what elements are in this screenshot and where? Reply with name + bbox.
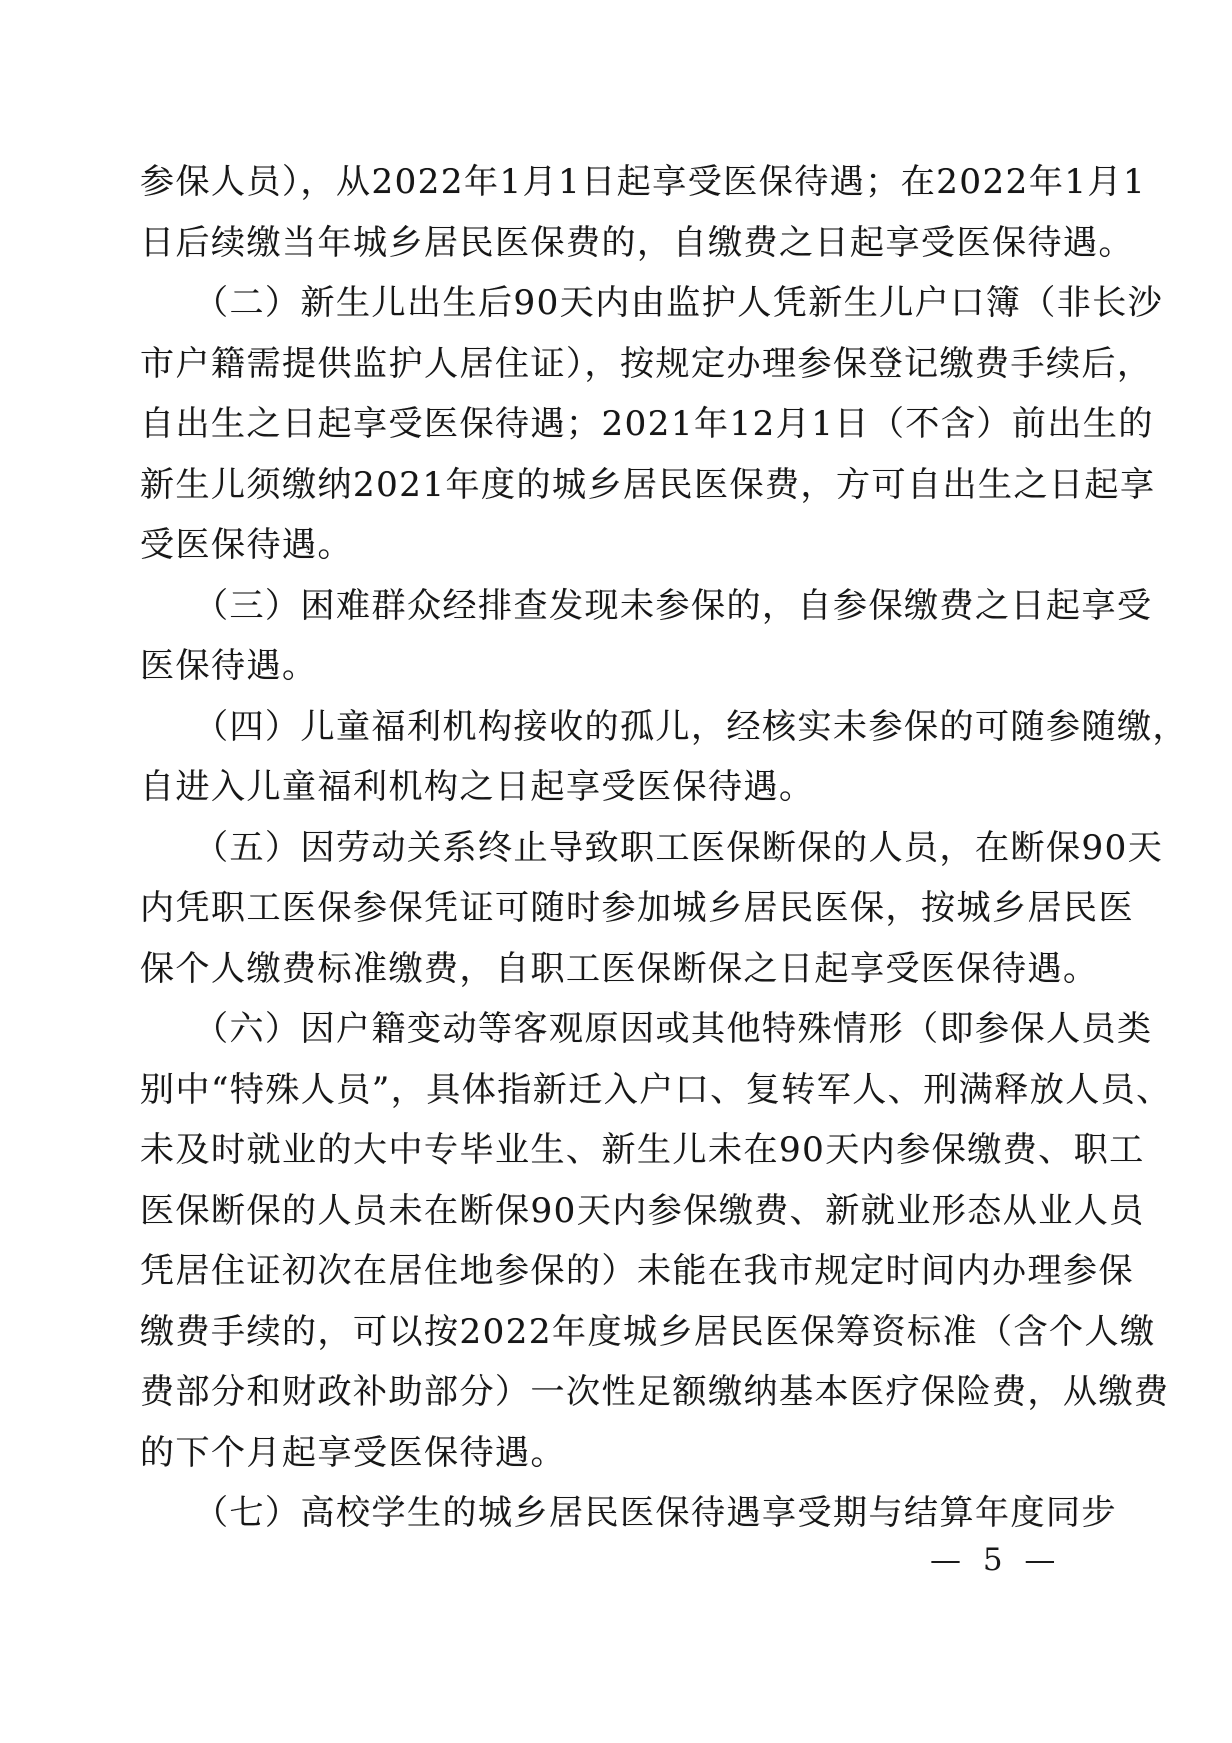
text-line: 医保断保的人员未在断保90天内参保缴费、新就业形态从业人员	[140, 1190, 1145, 1231]
text-line: 新生儿须缴纳2021年度的城乡居民医保费，方可自出生之日起享	[140, 464, 1156, 505]
page-number: — 5 —	[930, 1542, 1062, 1578]
text-line-paragraph-start: （五）因劳动关系终止导致职工医保断保的人员，在断保90天	[194, 827, 1164, 868]
text-line-paragraph-start: （四）儿童福利机构接收的孤儿，经核实未参保的可随参随缴，	[194, 706, 1188, 747]
text-line: 缴费手续的，可以按2022年度城乡居民医保筹资标准（含个人缴	[140, 1311, 1156, 1352]
text-line: 保个人缴费标准缴费，自职工医保断保之日起享受医保待遇。	[140, 948, 1099, 989]
text-line: 的下个月起享受医保待遇。	[140, 1432, 566, 1473]
document-body-text	[140, 152, 1188, 1544]
text-line: 别中“特殊人员”，具体指新迁入户口、复转军人、刑满释放人员、	[140, 1069, 1172, 1110]
text-line: 费部分和财政补助部分）一次性足额缴纳基本医疗保险费，从缴费	[140, 1372, 1170, 1412]
text-line: 自出生之日起享受医保待遇；2021年12月1日（不含）前出生的	[140, 404, 1154, 444]
text-line: 参保人员），从2022年1月1日起享受医保待遇；在2022年1月1	[140, 162, 1147, 202]
text-line-paragraph-start: （二）新生儿出生后90天内由监护人凭新生儿户口簿（非长沙	[194, 283, 1164, 323]
text-line-paragraph-start: （七）高校学生的城乡居民医保待遇享受期与结算年度同步	[194, 1493, 1117, 1533]
text-line: 内凭职工医保参保凭证可随时参加城乡居民医保，按城乡居民医	[140, 888, 1134, 928]
text-line: 自进入儿童福利机构之日起享受医保待遇。	[140, 767, 815, 807]
text-line: 医保待遇。	[140, 646, 318, 686]
text-line: 未及时就业的大中专毕业生、新生儿未在90天内参保缴费、职工	[140, 1130, 1145, 1170]
text-line: 受医保待遇。	[140, 525, 353, 565]
text-line: 日后续缴当年城乡居民医保费的，自缴费之日起享受医保待遇。	[140, 222, 1134, 263]
text-line: 市户籍需提供监护人居住证），按规定办理参保登记缴费手续后，	[140, 343, 1153, 384]
text-line-paragraph-start: （三）困难群众经排查发现未参保的，自参保缴费之日起享受	[194, 585, 1153, 626]
text-line-paragraph-start: （六）因户籍变动等客观原因或其他特殊情形（即参保人员类	[194, 1009, 1153, 1049]
text-line: 凭居住证初次在居住地参保的）未能在我市规定时间内办理参保	[140, 1251, 1134, 1291]
